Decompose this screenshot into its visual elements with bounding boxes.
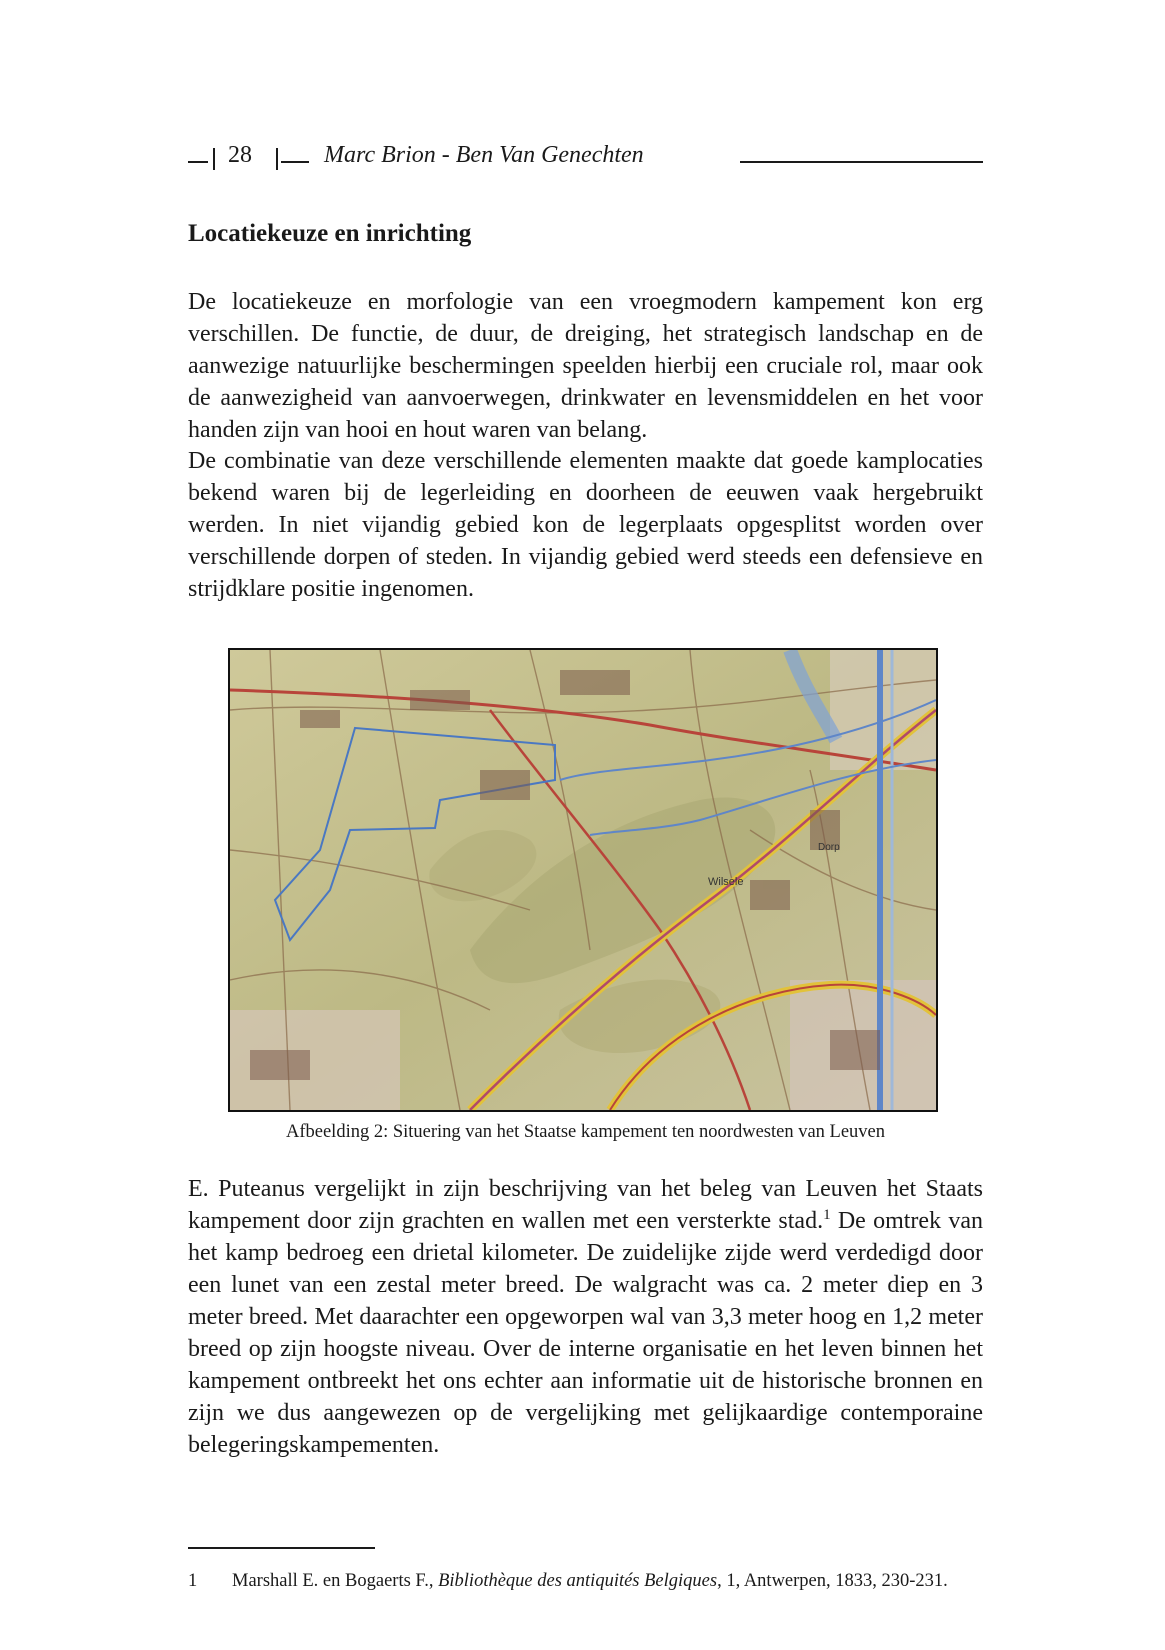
header-bar: [276, 148, 278, 170]
body-paragraph: [188, 1173, 983, 1461]
body-paragraph: De combinatie van deze verschillende elementen maakte dat goede kamplocaties bekend waren bij de legerleiding en doorheen de eeuwen vaak hergebruikt werden. In niet vijandig gebied kon de legerplaats opgesplitst worden over verschillende dorpen of steden. In vijandig gebied werd steeds een defensieve en strijdklare positie ingenomen.: [188, 448, 983, 602]
footnote-title: Bibliothèque des antiquités Belgiques: [438, 1571, 718, 1591]
map-label-dorp: Dorp: [818, 842, 840, 853]
page-number: 28: [228, 142, 252, 168]
running-header: [188, 142, 983, 182]
footnote-number: 1: [188, 1571, 198, 1591]
header-rule: [740, 161, 983, 163]
figure-caption: Afbeelding 2: Situering van het Staatse kampement ten noordwesten van Leuven: [285, 1122, 886, 1142]
map-label-wilsele: Wilsele: [708, 876, 744, 888]
header-authors: Marc Brion - Ben Van Genechten: [324, 142, 644, 168]
header-bar: [213, 148, 215, 170]
footnote-reference[interactable]: 1: [823, 1207, 831, 1223]
footnote-rest: , 1, Antwerpen, 1833, 230-231.: [717, 1571, 948, 1591]
footnote-text: [232, 1567, 983, 1595]
paragraph-text: E. Puteanus vergelijkt in zijn beschrijving van het beleg van Leuven het Staats kampement door zijn grachten en wallen met een versterkte stad.: [188, 1176, 983, 1234]
header-dash: [188, 161, 208, 163]
section-title: Locatiekeuze en inrichting: [188, 220, 472, 247]
body-paragraph: De locatiekeuze en morfologie van een vroegmodern kampement kon erg verschillen. De functie, de duur, de dreiging, het strategisch landschap en de aanwezige natuurlijke beschermingen speelden hierbij een cruciale rol, maar ook de aanwezigheid van aanvoerwegen, drinkwater en levensmiddelen en het voor handen zijn van hooi en hout waren van belang.: [188, 289, 983, 443]
map-figure: [228, 648, 938, 1112]
footnote-rule: [188, 1547, 375, 1549]
paragraph-text: De omtrek van het kamp bedroeg een drietal kilometer. De zuidelijke zijde werd verdedigd door een lunet van een zestal meter breed. De walgracht was ca. 2 meter diep en 3 meter breed. Met daarachter een opgeworpen wal van 3,3 meter hoog en 1,2 meter breed op zijn hoogste niveau. Over de interne organisatie en het leven binnen het kampement ontbreekt het ons echter aan informatie uit de historische bronnen en zijn we dus aangewezen op de vergelijking met gelijkaardige contemporaine belegeringskampementen.: [188, 1208, 983, 1458]
topographic-map: [230, 650, 936, 1110]
footnote-authors: Marshall E. en Bogaerts F.,: [232, 1571, 439, 1591]
header-dash: [281, 161, 309, 163]
